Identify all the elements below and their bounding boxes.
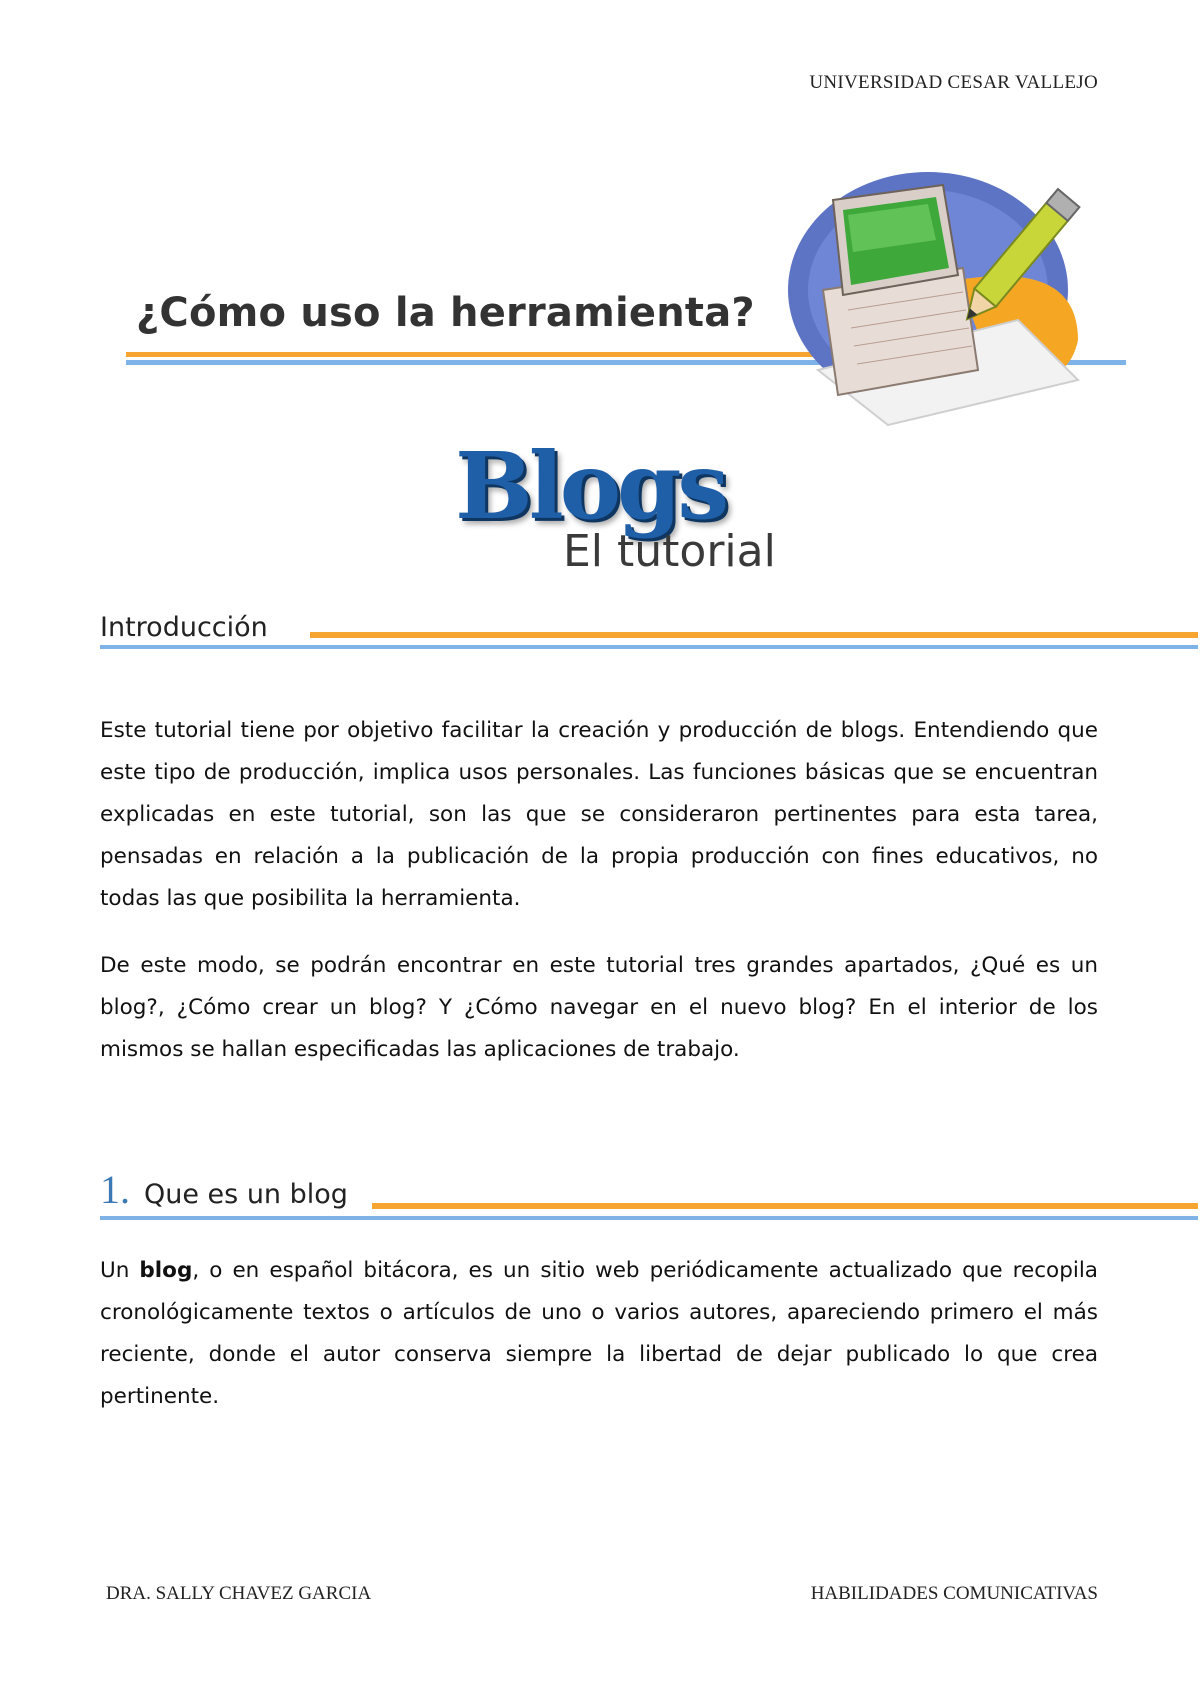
logo-word: Blogs (455, 432, 726, 540)
section-orange-line (372, 1203, 1198, 1209)
section-blue-line (100, 1216, 1198, 1220)
section-heading-introduccion (100, 612, 268, 643)
banner-title: ¿Cómo uso la herramienta? (136, 290, 755, 336)
footer-author: DRA. SALLY CHAVEZ GARCIA (106, 1583, 372, 1604)
section-title: Que es un blog (144, 1179, 348, 1210)
intro-paragraph-1: Este tutorial tiene por objetivo facilitar la creación y producción de blogs. Entendiendo que este tipo de producción, implica usos personales. Las funciones básicas que se encuentran explicadas en este tutorial, son las que se consideraron pertinentes para esta tarea, pensadas en relación a la publicación de la propia producción con fines educativos, no todas las que posibilita la herramienta. (100, 718, 1098, 911)
section-orange-line (310, 632, 1198, 638)
bold-term: blog (139, 1258, 193, 1283)
laptop-pencil-icon (778, 170, 1118, 440)
section-heading-que-es-un-blog (100, 1166, 348, 1213)
blog-definition-paragraph (100, 1250, 1098, 1418)
section-number: 1. (100, 1167, 130, 1212)
text-run: , o en español bitácora, es un sitio web periódicamente actualizado que recopila cronológicamente textos o artículos de uno o varios autores, apareciendo primero el más reciente, donde el autor conserva siempre la libertad de dejar publicado lo que crea pertinente. (100, 1258, 1098, 1409)
section-blue-line (100, 645, 1198, 649)
section-title: Introducción (100, 612, 268, 643)
text-run: Un (100, 1258, 140, 1283)
banner (118, 170, 1128, 440)
intro-paragraph-2: De este modo, se podrán encontrar en este tutorial tres grandes apartados, ¿Qué es un blog?, ¿Cómo crear un blog? Y ¿Cómo navegar en el nuevo blog? En el interior de los mismos se hallan especificadas las aplicaciones de trabajo. (100, 953, 1098, 1062)
footer-course: HABILIDADES COMUNICATIVAS (810, 1583, 1098, 1604)
blogs-tutorial-logo (455, 432, 805, 590)
logo-subtitle: El tutorial (563, 526, 776, 577)
header-institution: UNIVERSIDAD CESAR VALLEJO (809, 72, 1098, 93)
